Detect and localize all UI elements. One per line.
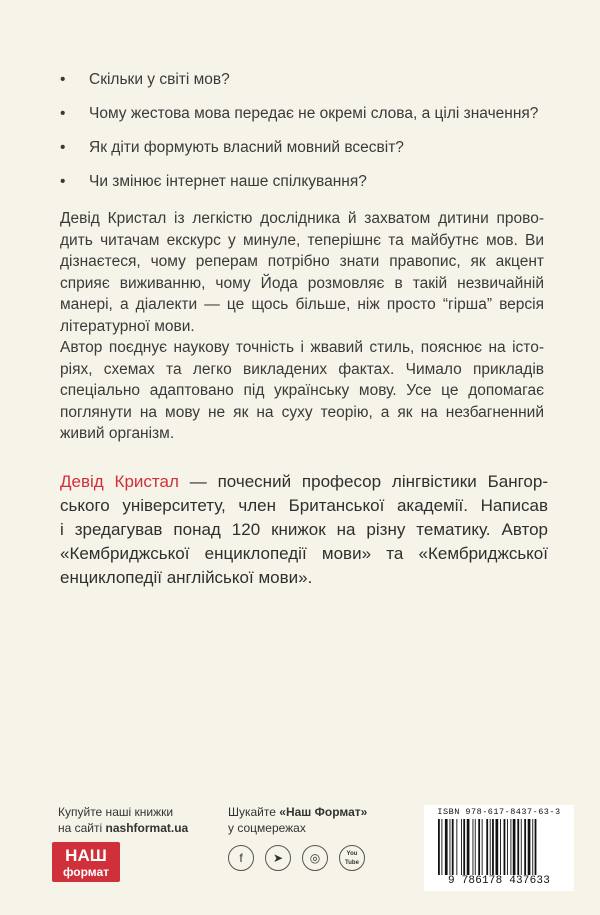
publisher-site-link[interactable]: nashformat.ua <box>105 821 189 835</box>
barcode-stripe <box>510 819 511 875</box>
text-line <box>60 470 548 494</box>
buy-line-1: Купуйте наші книжки <box>58 805 174 819</box>
author-bio-text: — почесний професор лінгвістики Бангор- <box>178 472 548 491</box>
question-list <box>60 70 580 206</box>
author-name: Девід Кристал <box>60 472 179 491</box>
description-paragraph <box>60 337 544 445</box>
barcode-stripe <box>473 819 474 875</box>
author-bio <box>60 470 548 590</box>
barcode-stripe <box>524 819 526 875</box>
text-line: дізнаєтеся, чому реперам потрібно знати правопис, як акцент <box>60 253 544 270</box>
text-line: «Кембриджської енциклопедії мови» та «Кембриджської <box>60 544 548 563</box>
barcode-stripe <box>461 819 462 875</box>
list-item <box>60 104 580 138</box>
list-item-text: Чи змінює інтернет наше спілкування? <box>89 173 367 190</box>
barcode-bars <box>436 819 566 877</box>
barcode-stripe <box>463 819 465 875</box>
barcode-stripe <box>492 819 494 875</box>
instagram-icon[interactable]: ◎ <box>302 845 328 871</box>
text-line: спеціально адаптовано під українську мову. Усе це допомагає <box>60 382 544 399</box>
bullet-marker: • <box>60 105 66 122</box>
social-icons <box>228 845 368 873</box>
social-note <box>228 804 367 836</box>
barcode-stripe <box>532 819 533 875</box>
youtube-icon[interactable]: You Tube <box>339 845 365 871</box>
description-paragraph <box>60 208 544 337</box>
list-item <box>60 70 580 104</box>
barcode-stripe <box>486 819 488 875</box>
barcode-stripe <box>517 819 519 875</box>
social-line-2: у соцмережах <box>228 821 306 835</box>
text-line: ріях, схемах та легко викладених фактах. Чимало прикладів <box>60 360 544 378</box>
barcode-stripe <box>450 819 451 875</box>
buy-prefix: на сайті <box>58 821 106 835</box>
text-line: ського університету, член Британської академії. Написав <box>60 496 548 515</box>
buy-line-2 <box>58 820 188 836</box>
barcode-stripe <box>467 819 470 875</box>
text-line: поглянути на мову не як на суху теорію, а як на незбагненний <box>60 403 544 421</box>
social-line-1 <box>228 804 367 820</box>
barcode-stripe <box>445 819 448 875</box>
barcode-digits: 9 786178 437633 <box>447 875 551 887</box>
barcode-stripe <box>438 819 440 875</box>
barcode-stripe <box>507 819 508 875</box>
list-item <box>60 172 580 206</box>
text-line: і зредагував понад 120 книжок на різну тематику. Автор <box>60 520 548 539</box>
barcode-stripe <box>535 819 537 875</box>
text-line: літературної мови. <box>60 317 195 335</box>
social-brand: «Наш Формат» <box>279 805 368 819</box>
facebook-icon[interactable]: f <box>228 845 254 871</box>
list-item-text: Скільки у світі мов? <box>89 71 230 88</box>
bullet-marker: • <box>60 173 66 190</box>
buy-books-note <box>58 804 188 836</box>
barcode-stripe <box>500 819 501 875</box>
social-prefix: Шукайте <box>228 805 280 819</box>
publisher-logo <box>50 840 122 884</box>
barcode-stripe <box>475 819 476 875</box>
barcode <box>424 805 574 891</box>
text-line: манері, а діалекти — це щось більше, ніж просто “гірша” версія <box>60 296 544 313</box>
telegram-icon[interactable]: ➤ <box>265 845 291 871</box>
list-item-text: Як діти формують власний мовний всесвіт? <box>89 139 404 156</box>
bullet-marker: • <box>60 71 66 88</box>
text-line: Автор поєднує наукову точність і жвавий стиль, пояснює на істо- <box>60 339 544 356</box>
logo-text-top: НАШ <box>65 846 107 865</box>
text-line: енциклопедії англійської мови». <box>60 568 313 587</box>
list-item-text: Чому жестова мова передає не окремі слова, а цілі значення? <box>89 105 539 122</box>
barcode-stripe <box>521 819 522 875</box>
text-line: Девід Кристал із легкістю дослідника й захватом дитини прово- <box>60 210 544 227</box>
text-line: сприяє виживанню, чому Йода розмовляє в такій незвичайній <box>60 274 544 292</box>
barcode-stripe <box>456 819 457 875</box>
text-line: дить читачам екскурс у минуле, теперішнє та майбутнє мов. Ви <box>60 231 544 249</box>
barcode-stripe <box>504 819 506 875</box>
bullet-marker: • <box>60 139 66 156</box>
barcode-stripe <box>452 819 454 875</box>
barcode-stripe <box>528 819 531 875</box>
list-item <box>60 138 580 172</box>
barcode-stripe <box>482 819 483 875</box>
isbn-text: ISBN 978-617-8437-63-3 <box>437 807 561 817</box>
barcode-stripe <box>496 819 499 875</box>
barcode-stripe <box>478 819 480 875</box>
barcode-stripe <box>513 819 516 875</box>
logo-text-bottom: формат <box>62 865 110 879</box>
barcode-stripe <box>490 819 491 875</box>
text-line: живий організм. <box>60 425 175 442</box>
barcode-stripe <box>441 819 442 875</box>
